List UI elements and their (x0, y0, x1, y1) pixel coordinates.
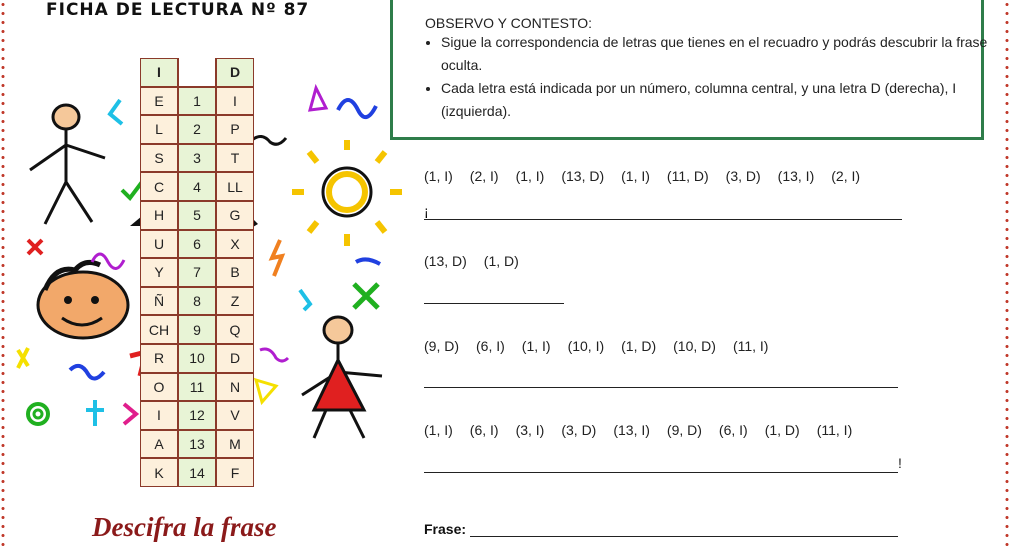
cipher-row (140, 315, 254, 344)
cipher-row (140, 230, 254, 259)
cipher-left-letter: R (140, 344, 178, 373)
cipher-row (140, 201, 254, 230)
cipher-row (140, 87, 254, 116)
cipher-right-letter: Z (216, 287, 254, 316)
cipher-left-letter: O (140, 373, 178, 402)
answer-line-4[interactable] (424, 456, 898, 473)
cipher-number: 2 (178, 115, 216, 144)
answer-line-3[interactable] (424, 371, 898, 388)
code-pair: (1, D) (764, 422, 800, 438)
cipher-left-letter: Ñ (140, 287, 178, 316)
code-pair: (11, I) (732, 338, 769, 354)
cipher-right-letter: N (216, 373, 254, 402)
cipher-left-letter: I (140, 401, 178, 430)
cipher-number: 12 (178, 401, 216, 430)
cipher-number: 14 (178, 458, 216, 487)
cipher-row (140, 373, 254, 402)
cipher-number: 13 (178, 430, 216, 459)
cipher-left-letter: A (140, 430, 178, 459)
code-pair: (6, I) (476, 338, 505, 354)
code-pair: (10, I) (567, 338, 605, 354)
cipher-row (140, 172, 254, 201)
cipher-right-letter: D (216, 344, 254, 373)
cipher-right-letter: T (216, 144, 254, 173)
cipher-row (140, 430, 254, 459)
cipher-number: 5 (178, 201, 216, 230)
code-pair: (9, D) (666, 422, 702, 438)
exercise-codes-1 (424, 168, 877, 184)
code-pair: (10, D) (673, 338, 716, 354)
cipher-left-letter: C (140, 172, 178, 201)
instructions-heading: OBSERVO Y CONTESTO: (425, 15, 593, 31)
cipher-right-letter: M (216, 430, 254, 459)
cipher-number: 10 (178, 344, 216, 373)
answer-line-2[interactable] (424, 287, 564, 304)
cipher-right-letter: F (216, 458, 254, 487)
cipher-right-letter: V (216, 401, 254, 430)
cipher-row (140, 115, 254, 144)
instruction-item: • Cada letra está indicada por un número, columna central, y una letra D (derecha), I (izquierda). (441, 77, 996, 123)
exercise-codes-4 (424, 422, 869, 438)
cipher-left-letter: L (140, 115, 178, 144)
code-pair: (9, D) (424, 338, 459, 354)
cipher-right-letter: G (216, 201, 254, 230)
cipher-row (140, 344, 254, 373)
cipher-number: 6 (178, 230, 216, 259)
sun-icon (292, 140, 402, 246)
code-pair: (13, D) (561, 168, 605, 184)
code-pair: (1, I) (515, 168, 545, 184)
code-pair: (6, I) (718, 422, 748, 438)
cipher-number: 1 (178, 87, 216, 116)
header-left: I (140, 58, 178, 87)
cipher-left-letter: S (140, 144, 178, 173)
exercise-codes-3 (424, 338, 785, 354)
exercise-codes-2 (424, 253, 536, 269)
cipher-row (140, 401, 254, 430)
cipher-right-letter: P (216, 115, 254, 144)
code-pair: (3, D) (725, 168, 761, 184)
cipher-number: 3 (178, 144, 216, 173)
code-pair: (1, I) (424, 168, 453, 184)
subtitle: Descifra la frase (92, 512, 277, 542)
code-pair: (2, I) (831, 168, 861, 184)
answer-suffix: ! (898, 455, 902, 471)
code-pair: (1, I) (621, 168, 650, 184)
cipher-number: 11 (178, 373, 216, 402)
cipher-header-row (140, 58, 254, 87)
cipher-left-letter: E (140, 87, 178, 116)
code-pair: (1, D) (621, 338, 657, 354)
cipher-right-letter: B (216, 258, 254, 287)
cipher-left-letter: Y (140, 258, 178, 287)
cipher-left-letter: U (140, 230, 178, 259)
header-center (178, 58, 216, 87)
code-pair: (1, I) (521, 338, 551, 354)
code-pair: (13, D) (424, 253, 467, 269)
cipher-left-letter: K (140, 458, 178, 487)
answer-line-1[interactable] (424, 203, 902, 220)
cipher-number: 7 (178, 258, 216, 287)
cipher-right-letter: LL (216, 172, 254, 201)
code-pair: (3, D) (561, 422, 597, 438)
stick-figure-girl-icon (302, 317, 382, 438)
instruction-item: • Sigue la correspondencia de letras que tienes en el recuadro y podrás descubrir la frase oculta. (441, 31, 996, 77)
cipher-left-letter: H (140, 201, 178, 230)
cipher-number: 4 (178, 172, 216, 201)
code-pair: (11, I) (816, 422, 853, 438)
code-pair: (11, D) (666, 168, 709, 184)
code-pair: (3, I) (515, 422, 545, 438)
frase-label: Frase: (424, 521, 467, 537)
cipher-row (140, 287, 254, 316)
code-pair: (1, D) (483, 253, 519, 269)
code-pair: (6, I) (469, 422, 499, 438)
page-title: FICHA DE LECTURA Nº 87 (46, 0, 310, 20)
cipher-row (140, 458, 254, 487)
code-pair: (2, I) (469, 168, 499, 184)
code-pair: (13, I) (777, 168, 815, 184)
code-pair: (13, I) (613, 422, 650, 438)
cipher-number: 8 (178, 287, 216, 316)
stick-figure-boy-icon (30, 105, 105, 224)
instructions-list (419, 31, 996, 123)
instructions-box (390, 0, 988, 140)
cipher-number: 9 (178, 315, 216, 344)
cipher-right-letter: I (216, 87, 254, 116)
cipher-table (140, 58, 254, 487)
answer-prefix: ¡ (424, 203, 429, 219)
frase-answer-line[interactable] (470, 536, 898, 537)
cipher-row (140, 144, 254, 173)
cipher-right-letter: X (216, 230, 254, 259)
cipher-left-letter: CH (140, 315, 178, 344)
header-right: D (216, 58, 254, 87)
smiley-face-icon (38, 262, 128, 338)
cipher-row (140, 258, 254, 287)
cipher-right-letter: Q (216, 315, 254, 344)
code-pair: (1, I) (424, 422, 453, 438)
